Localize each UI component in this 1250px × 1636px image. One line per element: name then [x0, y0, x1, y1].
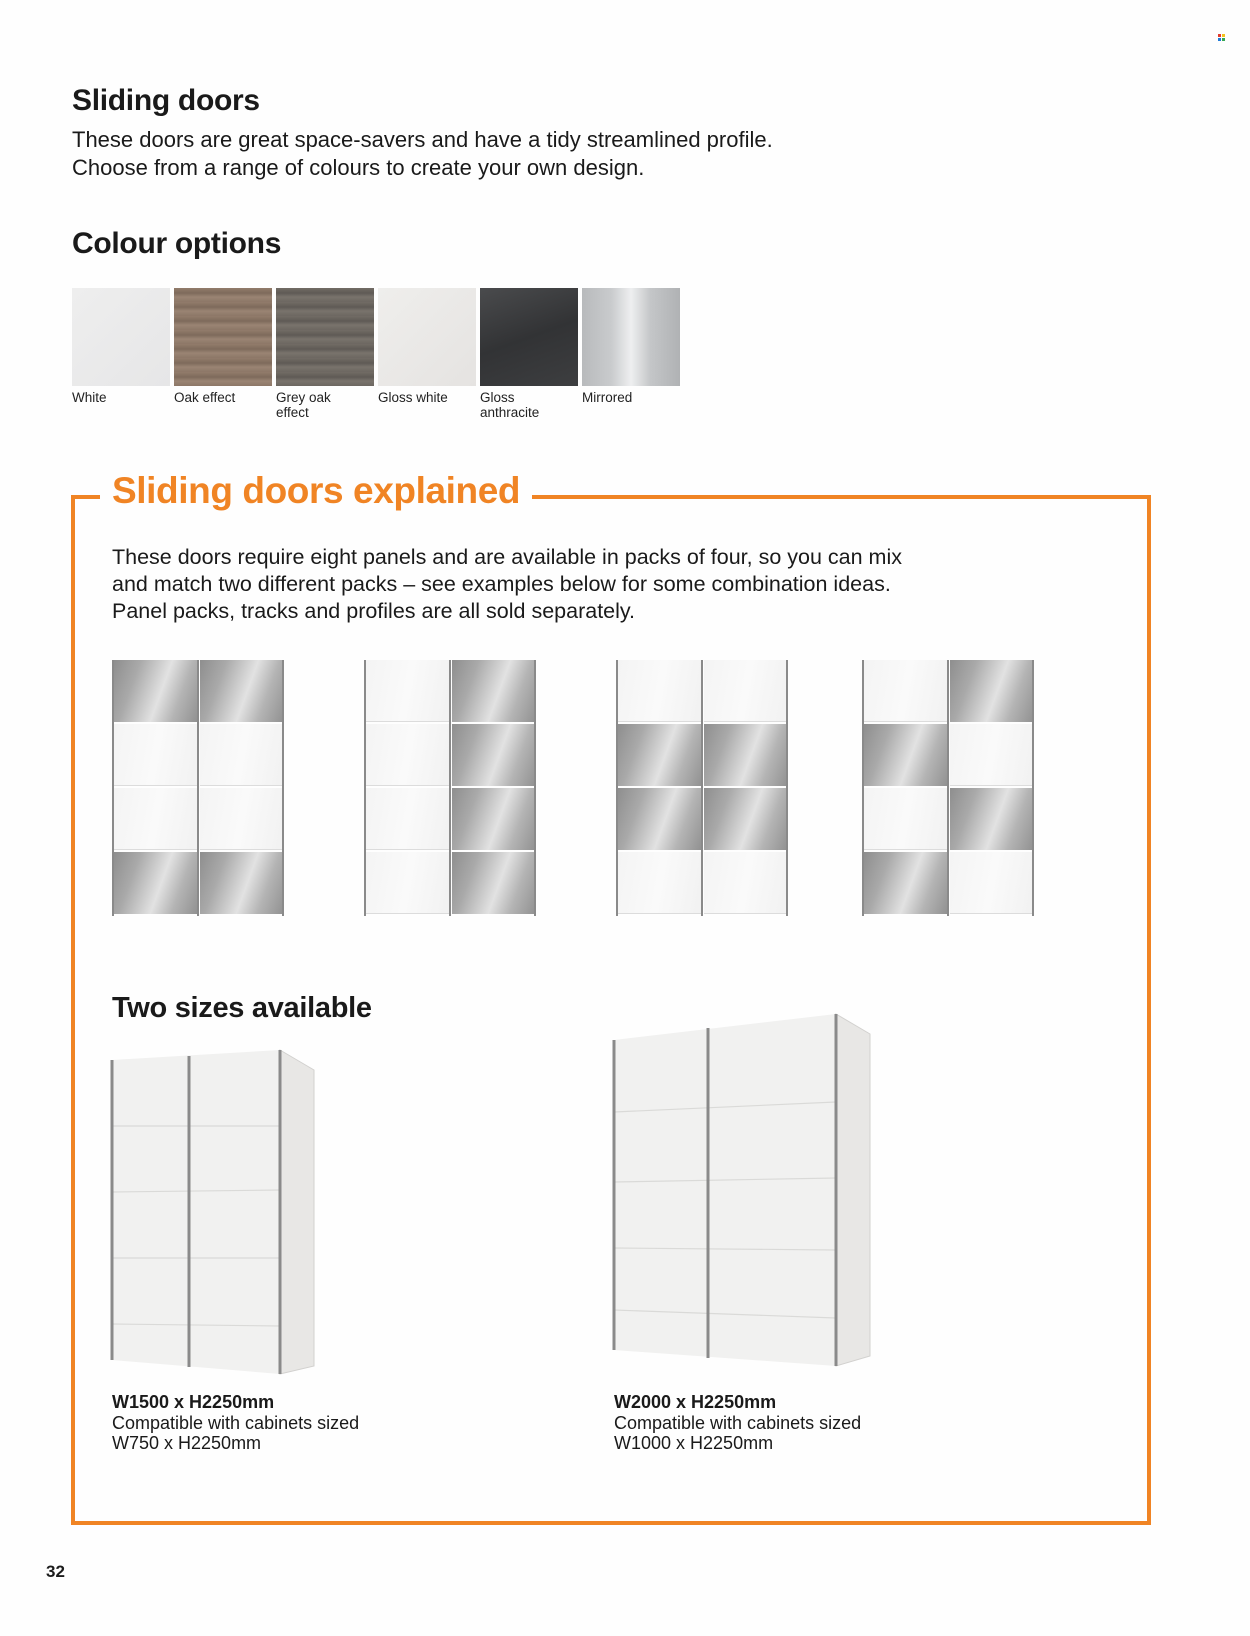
mirror-panel: [618, 724, 702, 786]
mirror-panel: [452, 660, 536, 722]
explained-desc-line3: Panel packs, tracks and profiles are all sold separately.: [112, 599, 636, 623]
combination-door-2: [364, 660, 536, 916]
mirror-panel: [950, 660, 1034, 722]
white-panel: [366, 660, 450, 722]
explained-desc-line1: These doors require eight panels and are available in packs of four, so you can mix: [112, 545, 902, 569]
combination-door-4: [862, 660, 1034, 916]
size-compat-line1: Compatible with cabinets sized: [112, 1413, 360, 1433]
white-panel: [618, 660, 702, 722]
door-frame-profile: [701, 660, 703, 916]
white-panel: [114, 788, 198, 850]
door-frame-profile: [364, 660, 366, 916]
door-frame-profile: [1032, 660, 1034, 916]
swatch-grey-oak-effect: [276, 288, 374, 386]
size-compat-line2: W1000 x H2250mm: [614, 1433, 774, 1453]
swatch-gloss-anthracite: [480, 288, 578, 386]
mirror-panel: [200, 660, 284, 722]
swatch-tile: [276, 288, 374, 386]
white-panel: [618, 852, 702, 914]
combination-door-1: [112, 660, 284, 916]
explained-desc-line2: and match two different packs – see examples below for some combination ideas.: [112, 572, 891, 596]
white-panel: [366, 852, 450, 914]
explained-title: Sliding doors explained: [100, 470, 532, 512]
white-panel: [114, 724, 198, 786]
mirror-panel: [864, 852, 948, 914]
size-dimensions: W2000 x H2250mm: [614, 1392, 777, 1412]
swatch-label: White: [72, 390, 107, 405]
brand-mark-icon: [1218, 34, 1225, 41]
mirror-panel: [704, 724, 788, 786]
mirror-panel: [618, 788, 702, 850]
white-panel: [200, 724, 284, 786]
combination-door-3: [616, 660, 788, 916]
size-item-w2000: [614, 1392, 944, 1453]
swatch-label: Oak effect: [174, 390, 236, 405]
swatch-tile: [582, 288, 680, 386]
swatch-label: Gloss anthracite: [480, 390, 540, 420]
mirror-panel: [864, 724, 948, 786]
wardrobe-w2000-illustration: [608, 1010, 878, 1380]
white-panel: [864, 788, 948, 850]
swatch-white: [72, 288, 170, 386]
swatch-tile: [72, 288, 170, 386]
swatch-gloss-white: [378, 288, 476, 386]
size-item-w1500: [112, 1392, 442, 1453]
door-frame-profile: [786, 660, 788, 916]
white-panel: [864, 660, 948, 722]
door-frame-profile: [947, 660, 949, 916]
swatch-mirrored: [582, 288, 680, 386]
door-frame-profile: [197, 660, 199, 916]
door-frame-profile: [449, 660, 451, 916]
intro-text-line1: These doors are great space-savers and have a tidy streamlined profile.: [72, 127, 773, 152]
door-frame-profile: [534, 660, 536, 916]
swatch-tile: [480, 288, 578, 386]
swatch-row: [72, 288, 692, 428]
mirror-panel: [452, 852, 536, 914]
white-panel: [366, 788, 450, 850]
white-panel: [704, 852, 788, 914]
size-dimensions: W1500 x H2250mm: [112, 1392, 275, 1412]
swatch-label: Mirrored: [582, 390, 633, 405]
door-frame-profile: [616, 660, 618, 916]
door-frame-profile: [862, 660, 864, 916]
swatch-tile: [174, 288, 272, 386]
wardrobe-w1500-illustration: [108, 1040, 318, 1380]
size-compat-line1: Compatible with cabinets sized: [614, 1413, 862, 1433]
sizes-title: Two sizes available: [112, 992, 372, 1024]
mirror-panel: [114, 852, 198, 914]
colour-options-title: Colour options: [72, 227, 282, 260]
mirror-panel: [200, 852, 284, 914]
white-panel: [950, 852, 1034, 914]
white-panel: [704, 660, 788, 722]
mirror-panel: [704, 788, 788, 850]
mirror-panel: [452, 724, 536, 786]
size-compat-line2: W750 x H2250mm: [112, 1433, 262, 1453]
white-panel: [950, 724, 1034, 786]
white-panel: [200, 788, 284, 850]
white-panel: [366, 724, 450, 786]
door-frame-profile: [282, 660, 284, 916]
mirror-panel: [950, 788, 1034, 850]
swatch-label: Grey oak effect: [276, 390, 331, 420]
mirror-panel: [452, 788, 536, 850]
swatch-label: Gloss white: [378, 390, 448, 405]
mirror-panel: [114, 660, 198, 722]
page-title: Sliding doors: [72, 84, 260, 117]
swatch-tile: [378, 288, 476, 386]
swatch-oak-effect: [174, 288, 272, 386]
page-number: 32: [46, 1562, 65, 1581]
intro-text-line2: Choose from a range of colours to create your own design.: [72, 155, 645, 180]
door-frame-profile: [112, 660, 114, 916]
